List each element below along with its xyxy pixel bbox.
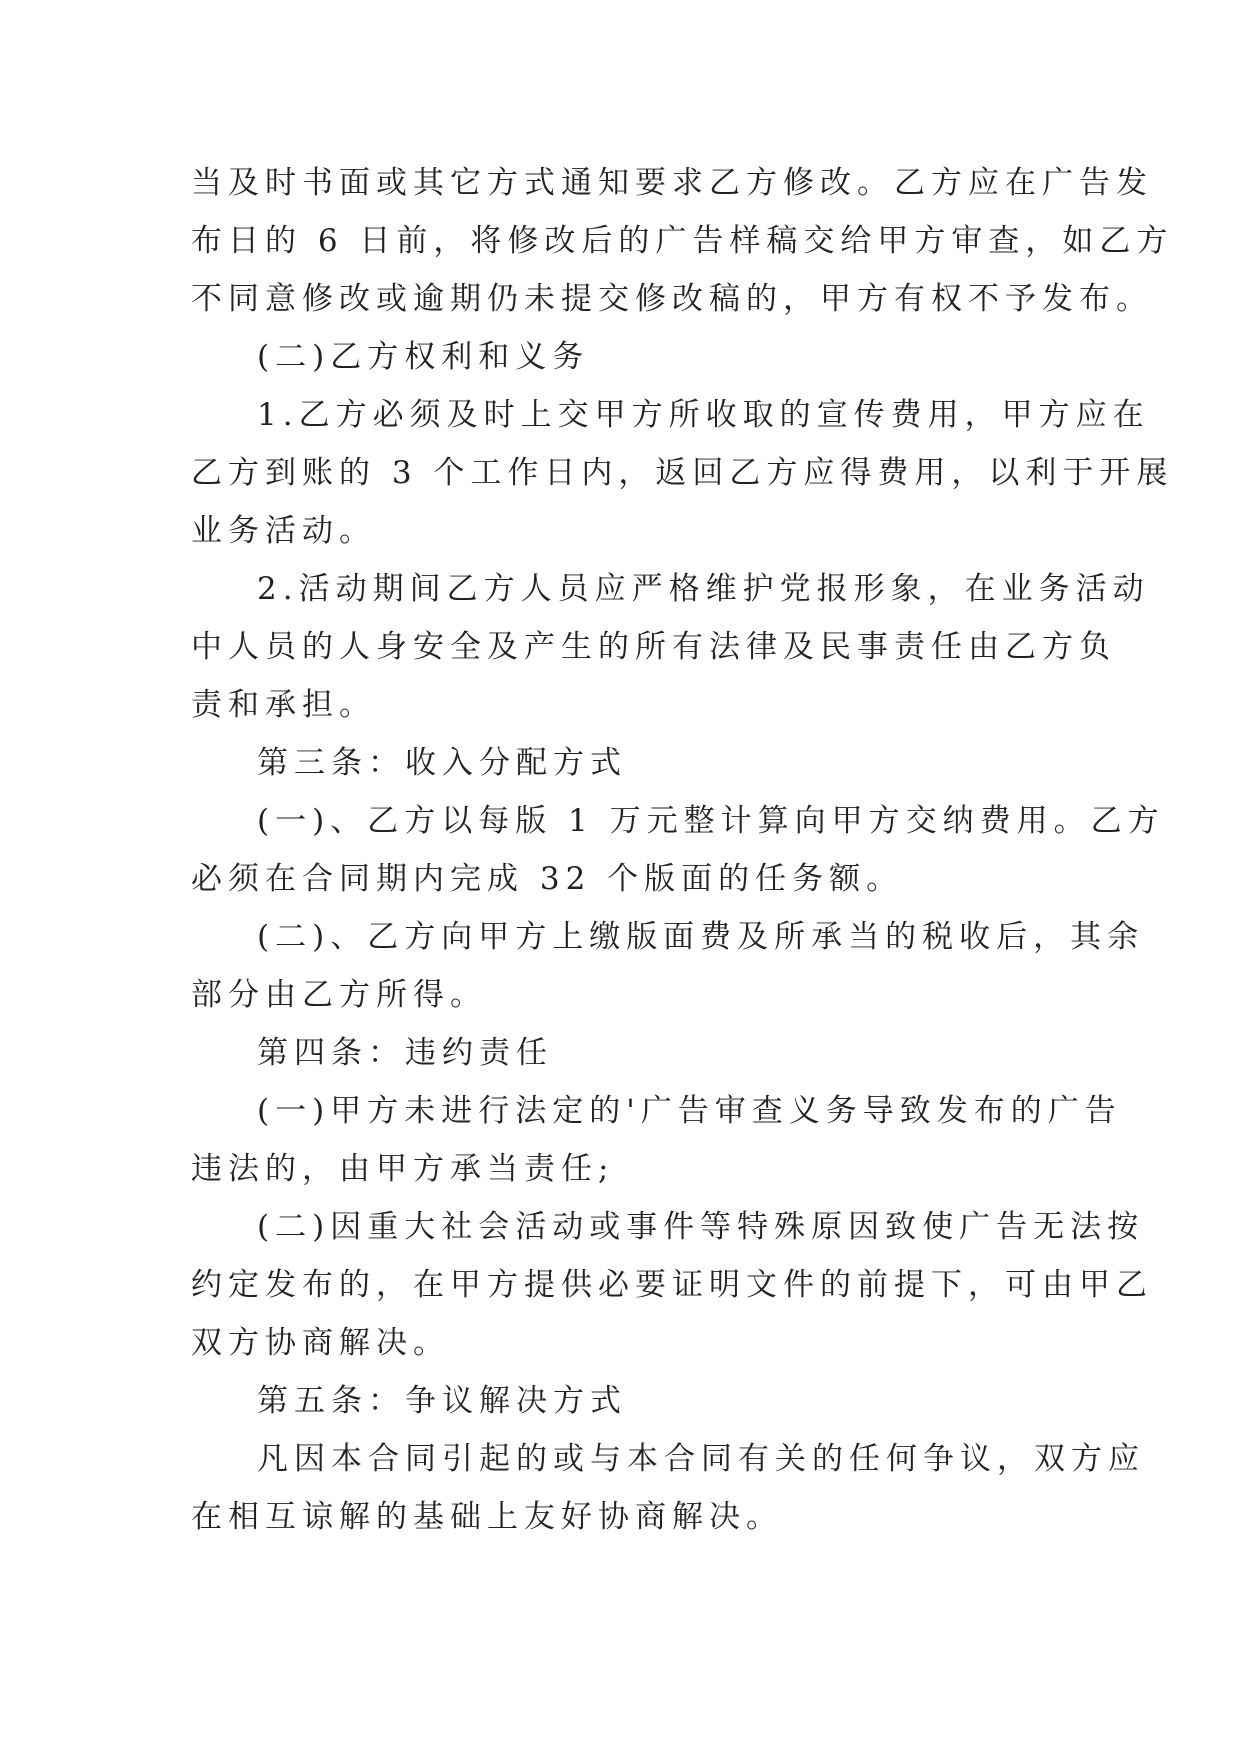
text-line: 1.乙方必须及时上交甲方所收取的宣传费用，甲方应在 <box>257 397 1150 433</box>
text-line: 业务活动。 <box>191 513 376 549</box>
text-line: 2.活动期间乙方人员应严格维护党报形象，在业务活动 <box>257 571 1150 607</box>
text-line: 必须在合同期内完成 32 个版面的任务额。 <box>191 861 904 897</box>
text-line: (一)、乙方以每版 1 万元整计算向甲方交纳费用。乙方 <box>257 803 1165 839</box>
article-heading: 第四条：违约责任 <box>257 1035 553 1071</box>
text-line: 责和承担。 <box>191 687 376 723</box>
document-page <box>191 154 1174 1546</box>
article-heading: 第五条：争议解决方式 <box>257 1383 627 1419</box>
article-heading: 第三条：收入分配方式 <box>257 745 627 781</box>
text-line: 约定发布的，在甲方提供必要证明文件的前提下，可由甲乙 <box>191 1267 1153 1303</box>
text-line: 不同意修改或逾期仍未提交修改稿的，甲方有权不予发布。 <box>191 281 1153 317</box>
text-line: 部分由乙方所得。 <box>191 977 487 1013</box>
text-line: 双方协商解决。 <box>191 1325 450 1361</box>
text-line: 乙方到账的 3 个工作日内，返回乙方应得费用，以利于开展 <box>191 455 1174 491</box>
text-line: 当及时书面或其它方式通知要求乙方修改。乙方应在广告发 <box>191 165 1153 201</box>
text-line: 中人员的人身安全及产生的所有法律及民事责任由乙方负 <box>191 629 1116 665</box>
text-line: 在相互谅解的基础上友好协商解决。 <box>191 1499 783 1535</box>
text-line: (二)因重大社会活动或事件等特殊原因致使广告无法按 <box>257 1209 1145 1245</box>
text-line: (二)、乙方向甲方上缴版面费及所承当的税收后，其余 <box>257 919 1145 955</box>
section-heading: (二)乙方权利和义务 <box>257 339 590 375</box>
text-line: 凡因本合同引起的或与本合同有关的任何争议，双方应 <box>257 1441 1145 1477</box>
text-line: 布日的 6 日前，将修改后的广告样稿交给甲方审查，如乙方 <box>191 223 1174 259</box>
text-line: (一)甲方未进行法定的'广告审查义务导致发布的广告 <box>257 1093 1122 1129</box>
text-line: 违法的，由甲方承当责任; <box>191 1151 615 1187</box>
